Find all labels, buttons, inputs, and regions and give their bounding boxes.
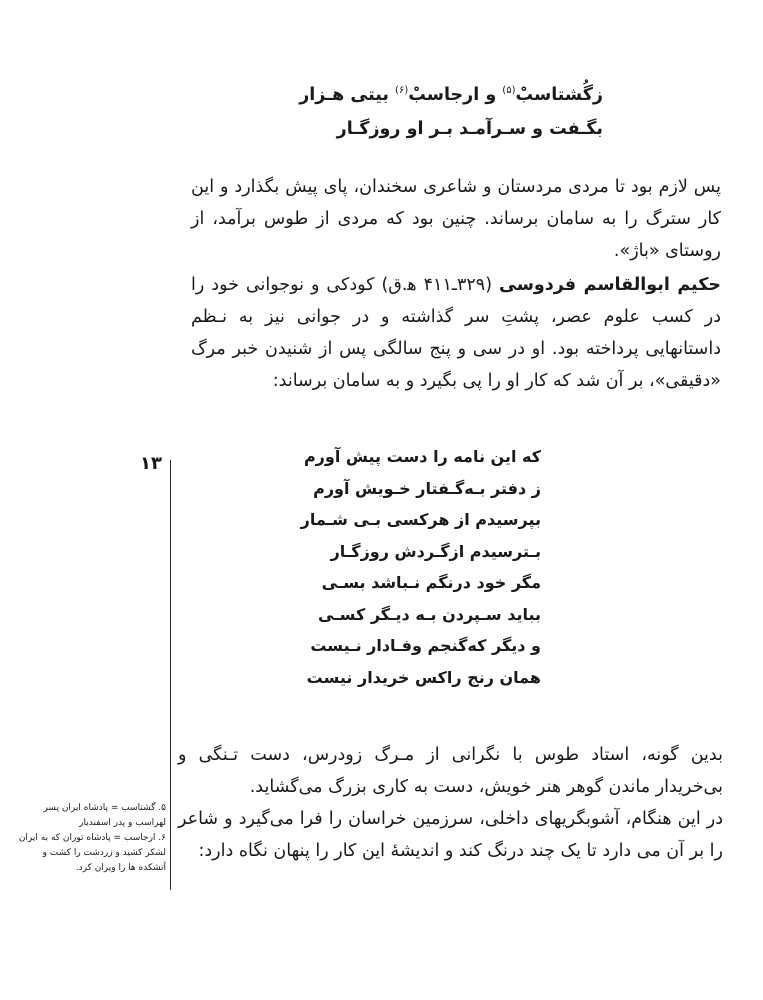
verse-line: بپرسیدم از هرکسی بـی شـمار bbox=[300, 510, 541, 529]
paragraph: در این هنگام، آشوبگریهای داخلی، سرزمین خراسان را فرا می‌گیرد و شاعر را بر آن می دارد تا یک چند درنگ کند و اندیشهٔ این کار را پنهان نگاه دارد: bbox=[178, 809, 723, 861]
verse-line: بباید سـپردن بـه دیـگر کسـی bbox=[318, 604, 541, 624]
footnote-line: ۶. ارجاسب = پادشاه توران که به ایران bbox=[18, 833, 166, 843]
heading-line-1: زگُشتاسبْ$^{(۵)}$ و ارجاسبْ$^{(۶)}$ بیتی هـزار bbox=[299, 84, 603, 105]
verse-block bbox=[300, 441, 541, 693]
prose-top bbox=[191, 171, 721, 397]
footnote-line: آتشکده ها را ویران کرد. bbox=[75, 863, 166, 873]
poet-name: حکیم ابوالقاسم فردوسی bbox=[499, 275, 721, 295]
page-number: ۱۳ bbox=[140, 453, 162, 474]
footnote-line: لهراسب و پدر اسفندیار bbox=[79, 818, 166, 828]
verse-line: که این نامه را دست پیش آورم bbox=[303, 447, 541, 466]
paragraph: بدین گونه، استاد طوس با نگرانی از مـرگ زودرس، دست تـنگی و بی‌خریدار ماندن گوهر هنر خویش، دست به کاری بزرگ می‌گشاید. bbox=[178, 745, 723, 797]
margin-rule bbox=[170, 460, 171, 890]
verse-line: ز دفتر بـه‌گـفتار خـویش آورم bbox=[313, 478, 541, 498]
verse-line: مگر خود درنگم نـباشد بسـی bbox=[321, 573, 541, 592]
section-heading bbox=[163, 74, 603, 146]
footnote-ref-6: (۶) bbox=[395, 85, 409, 96]
heading-line-2: بگـفت و سـرآمـد بـر او روزگـار bbox=[336, 118, 603, 139]
verse-line: و دیگر که‌گنجم وفـادار نـیست bbox=[310, 636, 541, 655]
verse-line: بـترسیدم ازگـردش روزگـار bbox=[330, 541, 541, 561]
verse-line: همان رنج راکس خریدار نیست bbox=[306, 667, 541, 687]
paragraph: حکیم ابوالقاسم فردوسی (۳۲۹ـ۴۱۱ ﻫ.ق) کودکی و نوجوانی خود را در کسب علوم عصر، پشتِ سر گذاشته و در جوانی نیز به نـظم داستانهایی پرداخته بود. او در سی و پنج سالگی پس از شنیدن خبر مرگ «دقیقی»، بر آن شد که کار او را پی بگیرد و به سامان برساند: bbox=[191, 275, 721, 391]
prose-bottom bbox=[178, 739, 723, 867]
footnote-ref-5: (۵) bbox=[502, 85, 516, 96]
footnotes bbox=[6, 801, 166, 876]
paragraph: پس لازم بود تا مردی مردستان و شاعری سخندان، پای پیش بگذارد و این کار سترگ را به سامان برساند. چنین بود که مردی از طوس برآمد، از روستای «باژ». bbox=[191, 177, 721, 261]
footnote-line: ۵. گشتاسب = پادشاه ایران پسر bbox=[43, 803, 166, 813]
footnote-line: لشکر کشید و زردشت را کشت و bbox=[42, 848, 166, 858]
